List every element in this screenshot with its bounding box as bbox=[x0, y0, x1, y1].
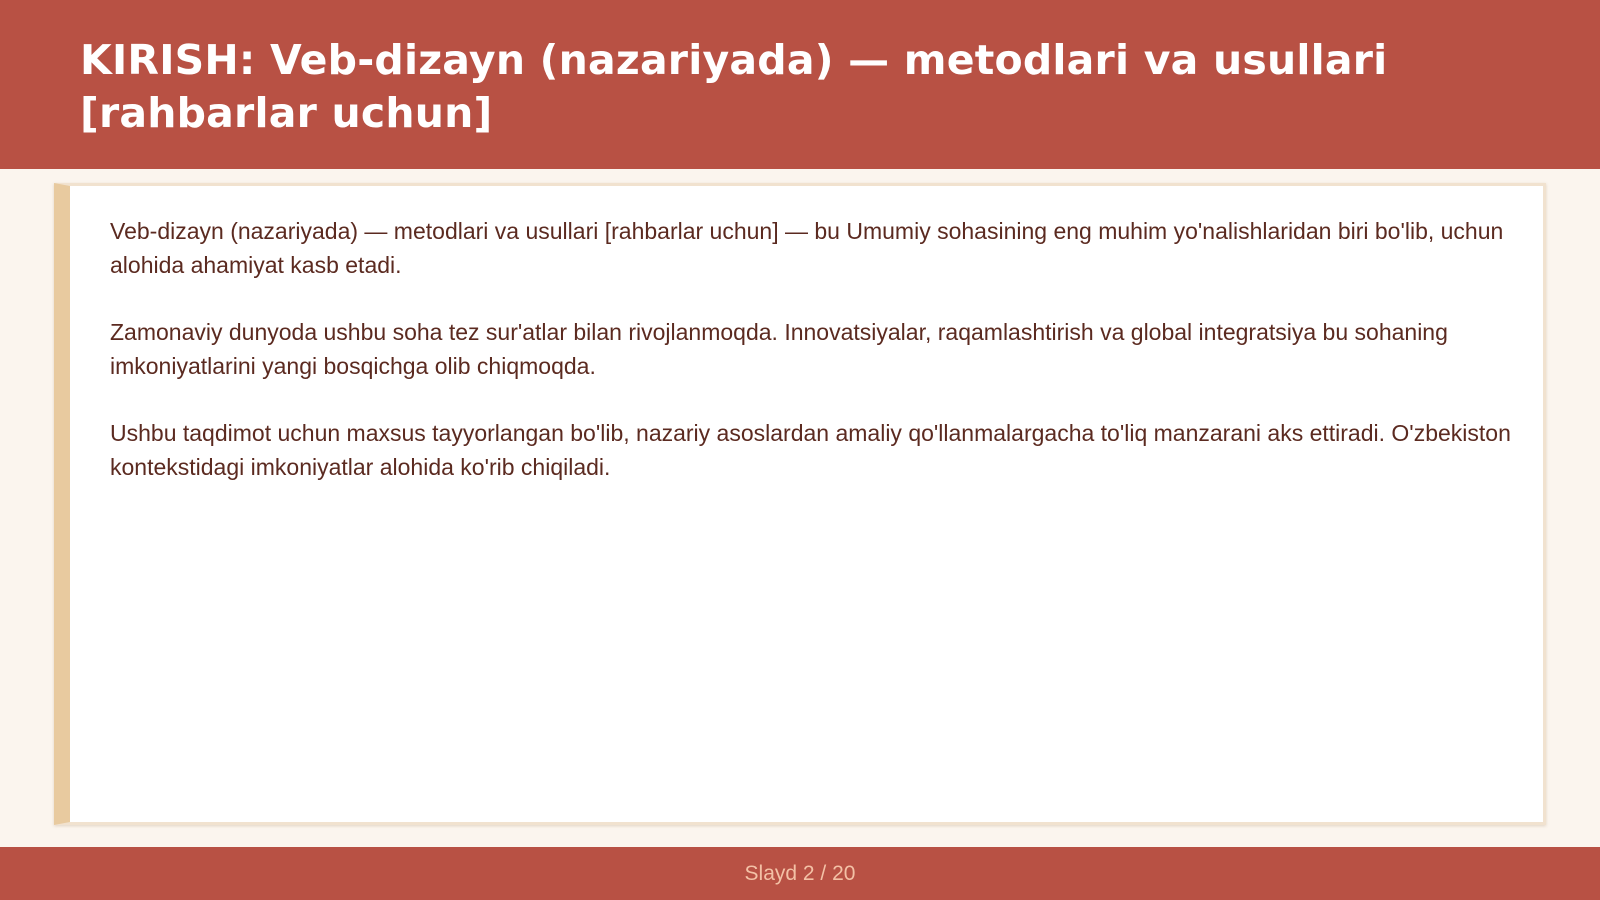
content-card bbox=[54, 183, 1546, 825]
content-body bbox=[110, 214, 1513, 517]
slide-title: KIRISH: Veb-dizayn (nazariyada) — metodlari va usullari [rahbarlar uchun] bbox=[80, 36, 1388, 137]
slide-header bbox=[0, 0, 1600, 169]
paragraph-intro: Veb-dizayn (nazariyada) — metodlari va usullari [rahbarlar uchun] — bu Umumiy sohasining eng muhim yo'nalishlaridan biri bo'lib, uchun alohida ahamiyat kasb etadi. bbox=[110, 218, 1504, 278]
paragraph-presentation-scope: Ushbu taqdimot uchun maxsus tayyorlangan bo'lib, nazariy asoslardan amaliy qo'llanmalargacha to'liq manzarani aks ettiradi. O'zbekiston kontekstidagi imkoniyatlar alohida ko'rib chiqiladi. bbox=[110, 420, 1511, 480]
paragraph-modern-world: Zamonaviy dunyoda ushbu soha tez sur'atlar bilan rivojlanmoqda. Innovatsiyalar, raqamlashtirish va global integratsiya bu sohaning imkoniyatlarini yangi bosqichga olib chiqmoqda. bbox=[110, 319, 1448, 379]
slide-counter: Slayd 2 / 20 bbox=[744, 861, 856, 885]
slide-footer bbox=[0, 847, 1600, 900]
